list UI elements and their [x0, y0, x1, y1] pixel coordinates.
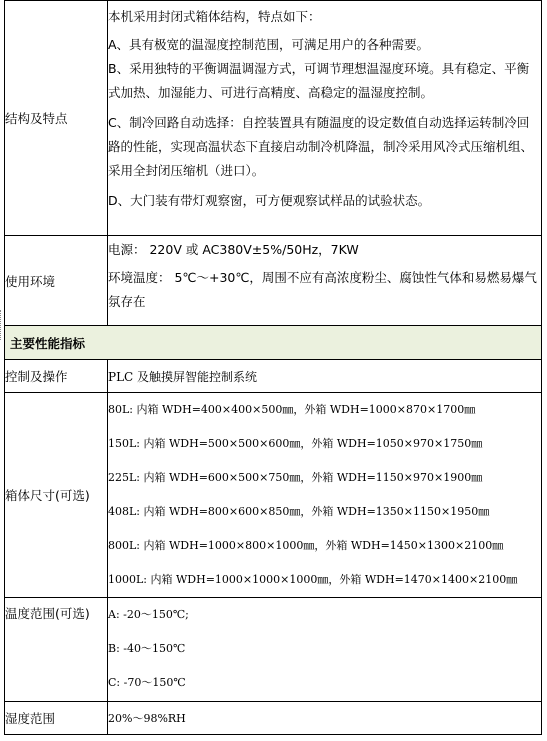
humidity-range-label: 湿度范围 — [5, 702, 108, 735]
feature-c: C、制冷回路自动选择：自控装置具有随温度的设定数值自动选择运转制冷回路的性能，实现高温状态下直接启动制冷机降温，制冷采用风冷式压缩机组、采用全封闭压缩机（进口）。 — [108, 115, 534, 178]
structure-label: 结构及特点 — [5, 1, 108, 236]
spec-table — [4, 0, 542, 735]
temp-range-item: B: -40～150℃ — [108, 642, 186, 655]
box-size-label: 箱体尺寸(可选) — [5, 393, 108, 598]
power-spec: 电源： 220V 或 AC380V±5%/50Hz，7KW — [108, 242, 359, 257]
feature-a: A、具有极宽的温湿度控制范围，可满足用户的各种需要。 — [108, 37, 430, 52]
control-row — [5, 360, 542, 393]
feature-b: B、采用独特的平衡调温调湿方式，可调节理想温湿度环境。具有稳定、平衡式加热、加湿能力、可进行高精度、高稳定的温湿度控制。 — [108, 61, 530, 100]
feature-d: D、大门装有带灯观察窗，可方便观察试样品的试验状态。 — [108, 193, 431, 208]
box-size-item: 1000L: 内箱 WDH=1000×1000×1000㎜，外箱 WDH=1470×1400×2100㎜ — [108, 573, 518, 586]
temp-range-content — [108, 598, 542, 702]
environment-content — [108, 236, 542, 326]
humidity-range-value: 20%～98%RH — [108, 702, 542, 735]
box-size-item: 225L: 内箱 WDH=600×500×750㎜，外箱 WDH=1150×970×1900㎜ — [108, 471, 483, 484]
box-size-item: 80L: 内箱 WDH=400×400×500㎜，外箱 WDH=1000×870×1700㎜ — [108, 403, 476, 416]
environment-label: 使用环境 — [5, 236, 108, 326]
structure-row — [5, 1, 542, 236]
box-size-content — [108, 393, 542, 598]
environment-row — [5, 236, 542, 326]
control-label: 控制及操作 — [5, 360, 108, 393]
temp-range-item: A: -20～150℃; — [108, 608, 189, 621]
box-size-item: 408L: 内箱 WDH=800×600×850㎜，外箱 WDH=1350×1150×1950㎜ — [108, 505, 490, 518]
structure-intro: 本机采用封闭式箱体结构，特点如下： — [108, 9, 321, 24]
temp-range-label: 温度范围(可选) — [5, 598, 108, 702]
humidity-range-row — [5, 702, 542, 735]
control-value: PLC 及触摸屏智能控制系统 — [108, 360, 542, 393]
box-size-item: 800L: 内箱 WDH=1000×800×1000㎜，外箱 WDH=1450×1300×2100㎜ — [108, 539, 504, 552]
box-size-item: 150L: 内箱 WDH=500×500×600㎜，外箱 WDH=1050×970×1750㎜ — [108, 437, 483, 450]
temp-range-item: C: -70～150℃ — [108, 676, 186, 689]
temp-range-row — [5, 598, 542, 702]
section-header-row — [5, 326, 542, 360]
structure-content — [108, 1, 542, 236]
ambient-temperature-spec: 环境温度： 5℃～+30℃，周围不应有高浓度粉尘、腐蚀性气体和易燃易爆气氛存在 — [108, 270, 537, 309]
section-title: 主要性能指标 — [5, 326, 542, 360]
box-size-row — [5, 393, 542, 598]
